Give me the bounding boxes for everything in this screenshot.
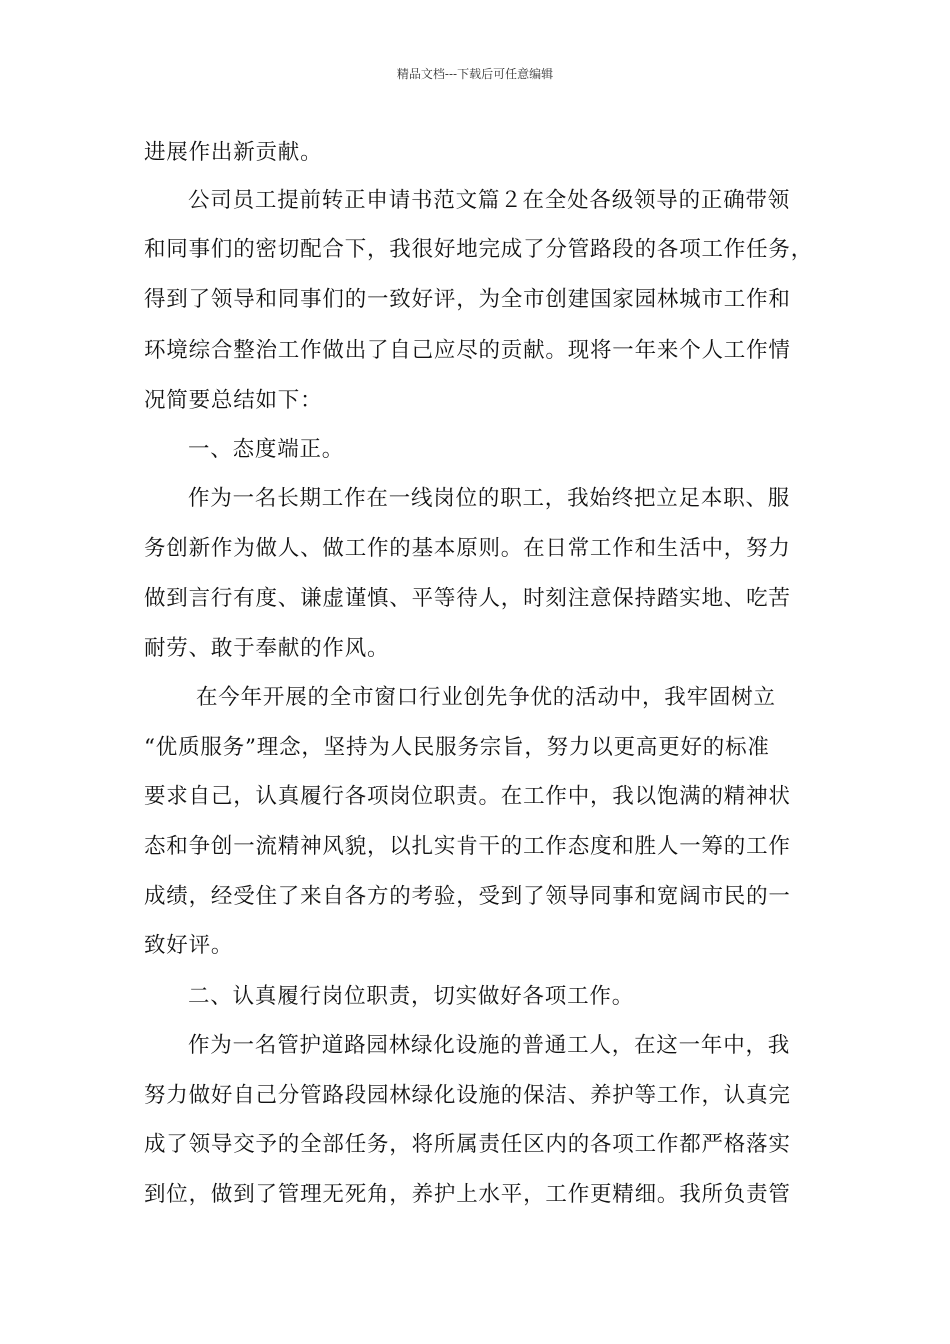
text-line: 要求自己，认真履行各项岗位职责。在工作中，我以饱满的精神状	[144, 784, 791, 809]
text-line: 得到了领导和同事们的一致好评，为全市创建国家园林城市工作和	[144, 287, 791, 312]
text-line: 到位，做到了管理无死角，养护上水平，工作更精细。我所负责管	[144, 1182, 791, 1207]
text-line: 况简要总结如下：	[144, 388, 323, 413]
page-header: 精品文档---下载后可任意编辑	[396, 67, 554, 81]
section-heading: 二、认真履行岗位职责，切实做好各项工作。	[188, 984, 635, 1009]
text-line: 做到言行有度、谦虚谨慎、平等待人，时刻注意保持踏实地、吃苦	[144, 586, 791, 611]
text-line: 成了领导交予的全部任务，将所属责任区内的各项工作都严格落实	[144, 1132, 791, 1157]
text-line: 公司员工提前转正申请书范文篇２在全处各级领导的正确带领	[188, 188, 791, 213]
text-line: 耐劳、敢于奉献的作风。	[144, 636, 390, 661]
section-heading: 一、态度端正。	[188, 437, 345, 462]
text-line: 致好评。	[144, 933, 234, 958]
text-line: 和同事们的密切配合下，我很好地完成了分管路段的各项工作任务，	[144, 237, 814, 262]
text-line: 务创新作为做人、做工作的基本原则。在日常工作和生活中，努力	[144, 536, 791, 561]
text-line: 作为一名管护道路园林绿化设施的普通工人，在这一年中，我	[188, 1033, 791, 1058]
text-line: 努力做好自己分管路段园林绿化设施的保洁、养护等工作，认真完	[144, 1083, 791, 1108]
text-line: 环境综合整治工作做出了自己应尽的贡献。现将一年来个人工作情	[144, 338, 791, 363]
text-line: 态和争创一流精神风貌，以扎实肯干的工作态度和胜人一筹的工作	[144, 834, 791, 859]
text-line: 进展作出新贡献。	[144, 140, 323, 165]
text-line: 在今年开展的全市窗口行业创先争优的活动中，我牢固树立	[196, 685, 776, 710]
text-line: 作为一名长期工作在一线岗位的职工，我始终把立足本职、服	[188, 486, 791, 511]
text-line: 成绩，经受住了来自各方的考验，受到了领导同事和宽阔市民的一	[144, 884, 791, 909]
text-line: “优质服务”理念，坚持为人民服务宗旨，努力以更高更好的标准	[144, 735, 770, 760]
